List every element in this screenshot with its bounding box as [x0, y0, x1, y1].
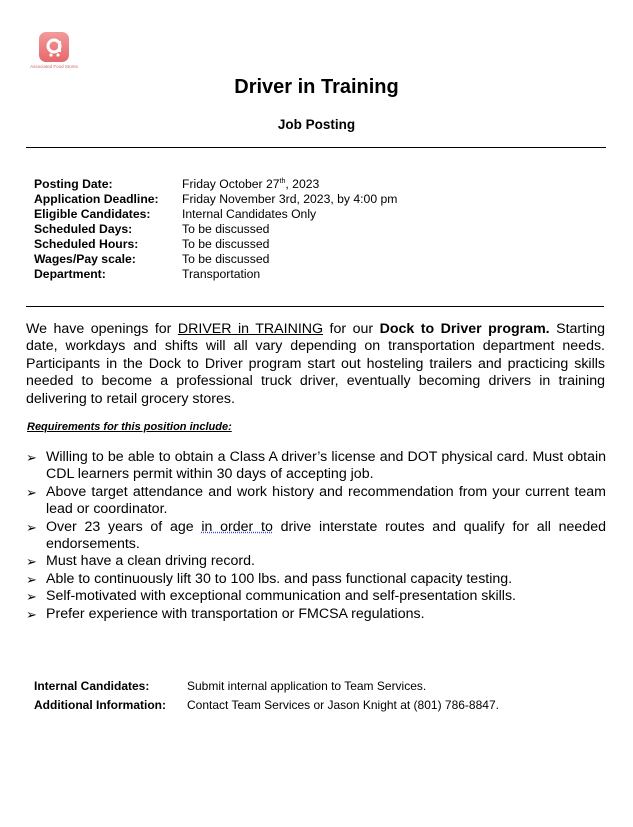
page-title: Driver in Training	[234, 76, 399, 98]
detail-value: Friday November 3rd, 2023, by 4:00 pm	[182, 192, 398, 206]
detail-value: Friday October 27th, 2023	[182, 177, 320, 191]
arrow-bullet-icon: ➢	[26, 606, 37, 622]
footer-label: Additional Information:	[34, 698, 166, 712]
detail-value: To be discussed	[182, 222, 270, 236]
arrow-bullet-icon: ➢	[26, 589, 37, 605]
logo-text: Associated Food Stores	[30, 64, 78, 69]
arrow-bullet-icon: ➢	[26, 450, 37, 465]
arrow-bullet-icon: ➢	[26, 484, 37, 500]
position-name: DRIVER in TRAINING	[177, 321, 324, 337]
detail-value: To be discussed	[182, 237, 270, 251]
detail-row	[34, 177, 397, 192]
section-divider	[26, 306, 604, 307]
footer-value: Submit internal application to Team Services.	[187, 679, 427, 693]
detail-label: Eligible Candidates:	[34, 207, 151, 221]
detail-row	[34, 207, 397, 222]
detail-row	[34, 222, 397, 237]
list-item: ➢ Must have a clean driving record.	[26, 553, 255, 570]
detail-row	[34, 237, 397, 252]
program-name: Dock to Driver program.	[379, 321, 550, 337]
list-item: ➢ Self-motivated with exceptional communication and self-presentation skills.	[26, 588, 516, 605]
detail-label: Wages/Pay scale:	[34, 252, 136, 266]
detail-row	[34, 192, 397, 207]
page-subtitle: Job Posting	[277, 117, 356, 132]
footer-row	[34, 696, 499, 715]
detail-value: Internal Candidates Only	[182, 207, 317, 221]
requirements-list	[26, 449, 606, 623]
detail-value: Transportation	[182, 267, 261, 281]
arrow-bullet-icon: ➢	[26, 554, 37, 570]
arrow-bullet-icon: ➢	[26, 571, 37, 587]
detail-label: Department:	[34, 267, 106, 281]
detail-value: To be discussed	[182, 252, 270, 266]
footer-label: Internal Candidates:	[34, 679, 150, 693]
detail-label: Scheduled Hours:	[34, 237, 139, 251]
grammar-flag: in order to	[201, 518, 273, 535]
detail-label: Application Deadline:	[34, 192, 159, 206]
company-logo	[26, 32, 82, 69]
detail-row	[34, 267, 397, 282]
footer-value: Contact Team Services or Jason Knight at (801) 786-8847.	[187, 698, 499, 712]
footer-row	[34, 677, 499, 696]
list-item: ➢ Prefer experience with transportation or FMCSA regulations.	[26, 605, 425, 622]
intro-paragraph: We have openings for DRIVER in TRAINING for our Dock to Driver program. Starting date, workdays and shifts will all vary depending on transportation department needs. Participants in the Dock to Driver program start out hosteling trailers and practicing skills needed to become a professional truck driver, eventually becoming drivers in training delivering to retail grocery stores.	[26, 321, 606, 407]
list-item: ➢ Over 23 years of age in order to drive interstate routes and qualify for all needed endorsements.	[26, 518, 606, 553]
top-divider	[26, 147, 606, 148]
detail-label: Posting Date:	[34, 177, 113, 191]
arrow-bullet-icon: ➢	[26, 519, 37, 535]
detail-label: Scheduled Days:	[34, 222, 133, 236]
requirements-heading: Requirements for this position include:	[27, 421, 232, 433]
list-item: ➢ Able to continuously lift 30 to 100 lbs. and pass functional capacity testing.	[26, 570, 513, 587]
list-item: ➢ Willing to be able to obtain a Class A driver’s license and DOT physical card. Must obtain CDL learners permit within 30 days of accepting job.	[26, 449, 606, 483]
detail-row	[34, 252, 397, 267]
list-item: ➢ Above target attendance and work history and recommendation from your current team lead or coordinator.	[26, 483, 606, 518]
application-info	[34, 677, 499, 715]
shopping-cart-a-icon	[39, 32, 69, 62]
posting-details	[34, 177, 397, 282]
